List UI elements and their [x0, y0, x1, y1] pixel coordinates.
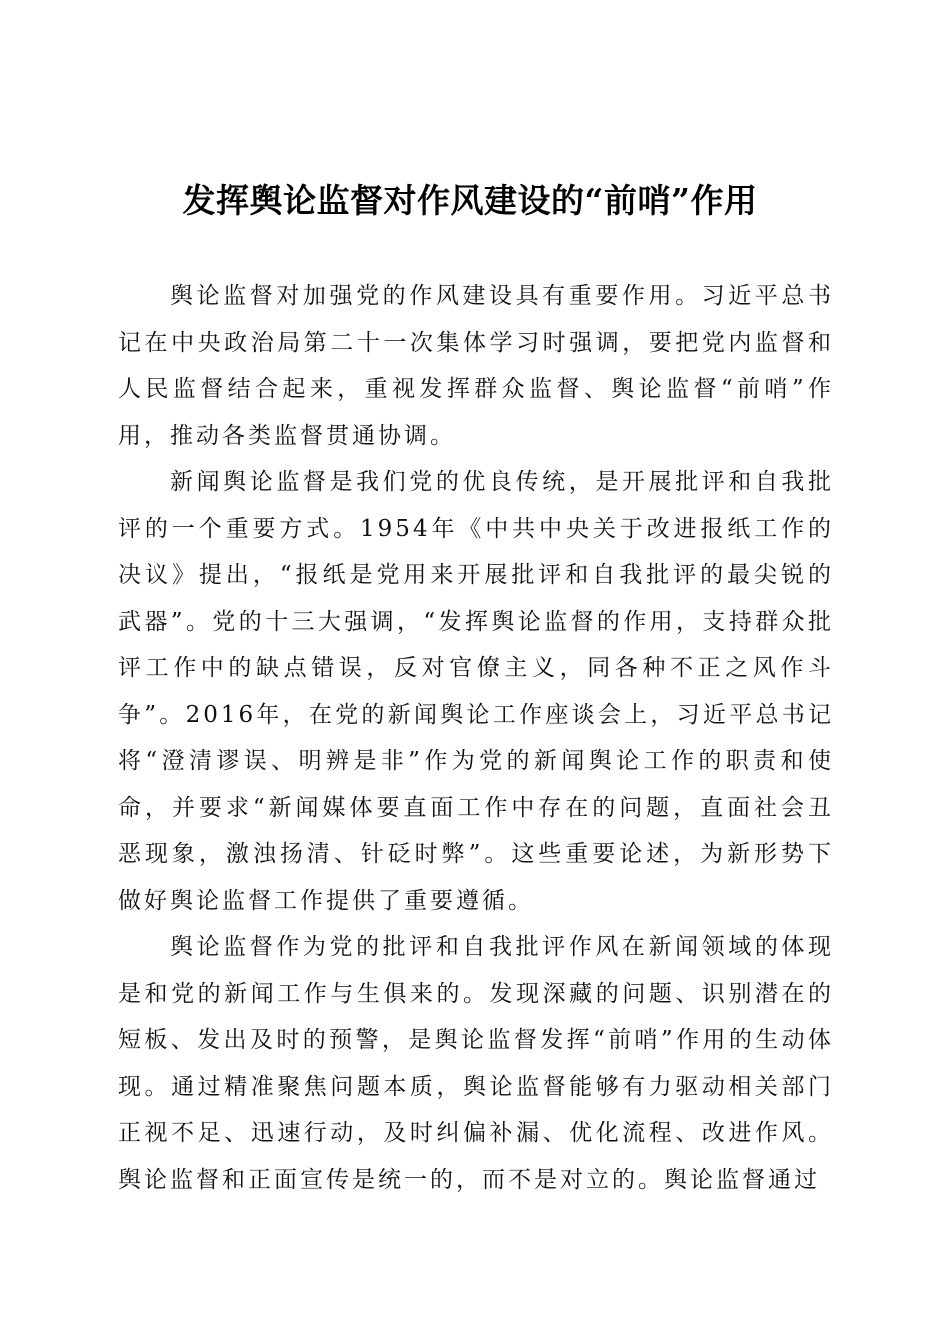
document-body — [118, 273, 834, 1203]
paragraph-3: 舆论监督作为党的批评和自我批评作风在新闻领域的体现是和党的新闻工作与生俱来的。发现深藏的问题、识别潜在的短板、发出及时的预警，是舆论监督发挥“前哨”作用的生动体现。通过精准聚焦问题本质，舆论监督能够有力驱动相关部门正视不足、迅速行动，及时纠偏补漏、优化流程、改进作风。舆论监督和正面宣传是统一的，而不是对立的。舆论监督通过 — [118, 934, 834, 1193]
paragraph-1: 舆论监督对加强党的作风建设具有重要作用。习近平总书记在中央政治局第二十一次集体学习时强调，要把党内监督和人民监督结合起来，重视发挥群众监督、舆论监督“前哨”作用，推动各类监督贯通协调。 — [118, 283, 834, 449]
paragraph-2: 新闻舆论监督是我们党的优良传统，是开展批评和自我批评的一个重要方式。1954年《中共中央关于改进报纸工作的决议》提出，“报纸是党用来开展批评和自我批评的最尖锐的武器”。党的十三大强调，“发挥舆论监督的作用，支持群众批评工作中的缺点错误，反对官僚主义，同各种不正之风作斗争”。2016年，在党的新闻舆论工作座谈会上，习近平总书记将“澄清谬误、明辨是非”作为党的新闻舆论工作的职责和使命，并要求“新闻媒体要直面工作中存在的问题，直面社会丑恶现象，激浊扬清、针砭时弊”。这些重要论述，为新形势下做好舆论监督工作提供了重要遵循。 — [118, 469, 834, 914]
document-title: 发挥舆论监督对作风建设的“前哨”作用 — [182, 181, 758, 220]
